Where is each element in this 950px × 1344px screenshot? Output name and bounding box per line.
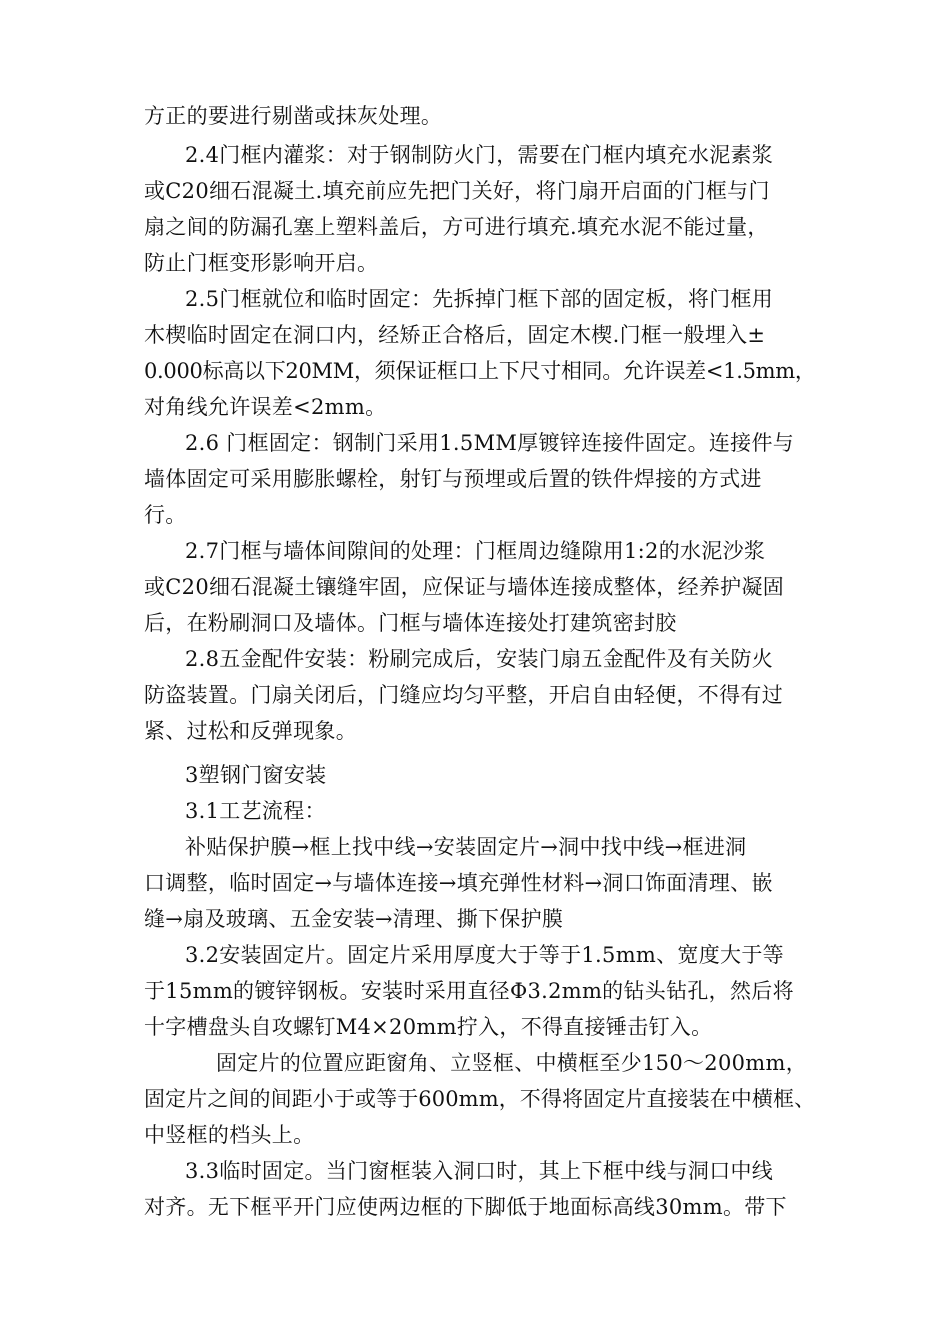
text-line: 或C20细石混凝土镶缝牢固，应保证与墙体连接成整体，经养护凝固 (144, 575, 785, 599)
text-line: 补贴保护膜→框上找中线→安装固定片→洞中找中线→框进洞 (185, 835, 747, 859)
section-heading: 3塑钢门窗安装 (185, 763, 327, 787)
text-line: 2.7门框与墙体间隙间的处理：门框周边缝隙用1:2的水泥沙浆 (185, 539, 766, 563)
text-line: 于15mm的镀锌钢板。安装时采用直径Φ3.2mm的钻头钻孔，然后将 (144, 979, 794, 1003)
text-line: 0.000标高以下20MM，须保证框口上下尺寸相同。允许误差<1.5mm， (144, 359, 816, 383)
text-line: 行。 (144, 503, 187, 527)
text-line: 墙体固定可采用膨胀螺栓，射钉与预埋或后置的铁件焊接的方式进 (144, 467, 762, 491)
text-line: 缝→扇及玻璃、五金安装→清理、撕下保护膜 (144, 907, 564, 931)
text-line: 后，在粉刷洞口及墙体。门框与墙体连接处打建筑密封胶 (144, 611, 677, 635)
text-line: 对齐。无下框平开门应使两边框的下脚低于地面标高线30mm。带下 (144, 1195, 787, 1219)
text-line: 十字槽盘头自攻螺钉M4×20mm拧入，不得直接锤击钉入。 (144, 1015, 713, 1039)
text-line: 扇之间的防漏孔塞上塑料盖后，方可进行填充.填充水泥不能过量， (144, 215, 769, 239)
text-line: 紧、过松和反弹现象。 (144, 719, 357, 743)
text-line: 2.5门框就位和临时固定：先拆掉门框下部的固定板，将门框用 (185, 287, 774, 311)
text-line: 3.2安装固定片。固定片采用厚度大于等于1.5mm、宽度大于等 (185, 943, 784, 967)
text-line: 中竖框的档头上。 (144, 1123, 315, 1147)
text-line: 固定片之间的间距小于或等于600mm，不得将固定片直接装在中横框、 (144, 1087, 816, 1111)
text-line: 2.8五金配件安装：粉刷完成后，安装门扇五金配件及有关防火 (185, 647, 774, 671)
text-line: 2.4门框内灌浆：对于钢制防火门，需要在门框内填充水泥素浆 (185, 143, 774, 167)
text-line: 固定片的位置应距窗角、立竖框、中横框至少150～200mm， (216, 1051, 807, 1075)
text-line: 对角线允许误差<2mm。 (144, 395, 387, 419)
text-line: 2.6 门框固定：钢制门采用1.5MM厚镀锌连接件固定。连接件与 (185, 431, 795, 455)
text-line: 防盗装置。门扇关闭后，门缝应均匀平整，开启自由轻便，不得有过 (144, 683, 783, 707)
text-line: 防止门框变形影响开启。 (144, 251, 379, 275)
text-line: 3.3临时固定。当门窗框装入洞口时，其上下框中线与洞口中线 (185, 1159, 774, 1183)
text-line: 或C20细石混凝土.填充前应先把门关好，将门扇开启面的门框与门 (144, 179, 770, 203)
text-line: 方正的要进行剔凿或抹灰处理。 (144, 104, 443, 128)
text-line: 木楔临时固定在洞口内，经矫正合格后，固定木楔.门框一般埋入± (144, 323, 766, 347)
subsection-heading: 3.1工艺流程： (185, 799, 326, 823)
text-line: 口调整，临时固定→与墙体连接→填充弹性材料→洞口饰面清理、嵌 (144, 871, 773, 895)
